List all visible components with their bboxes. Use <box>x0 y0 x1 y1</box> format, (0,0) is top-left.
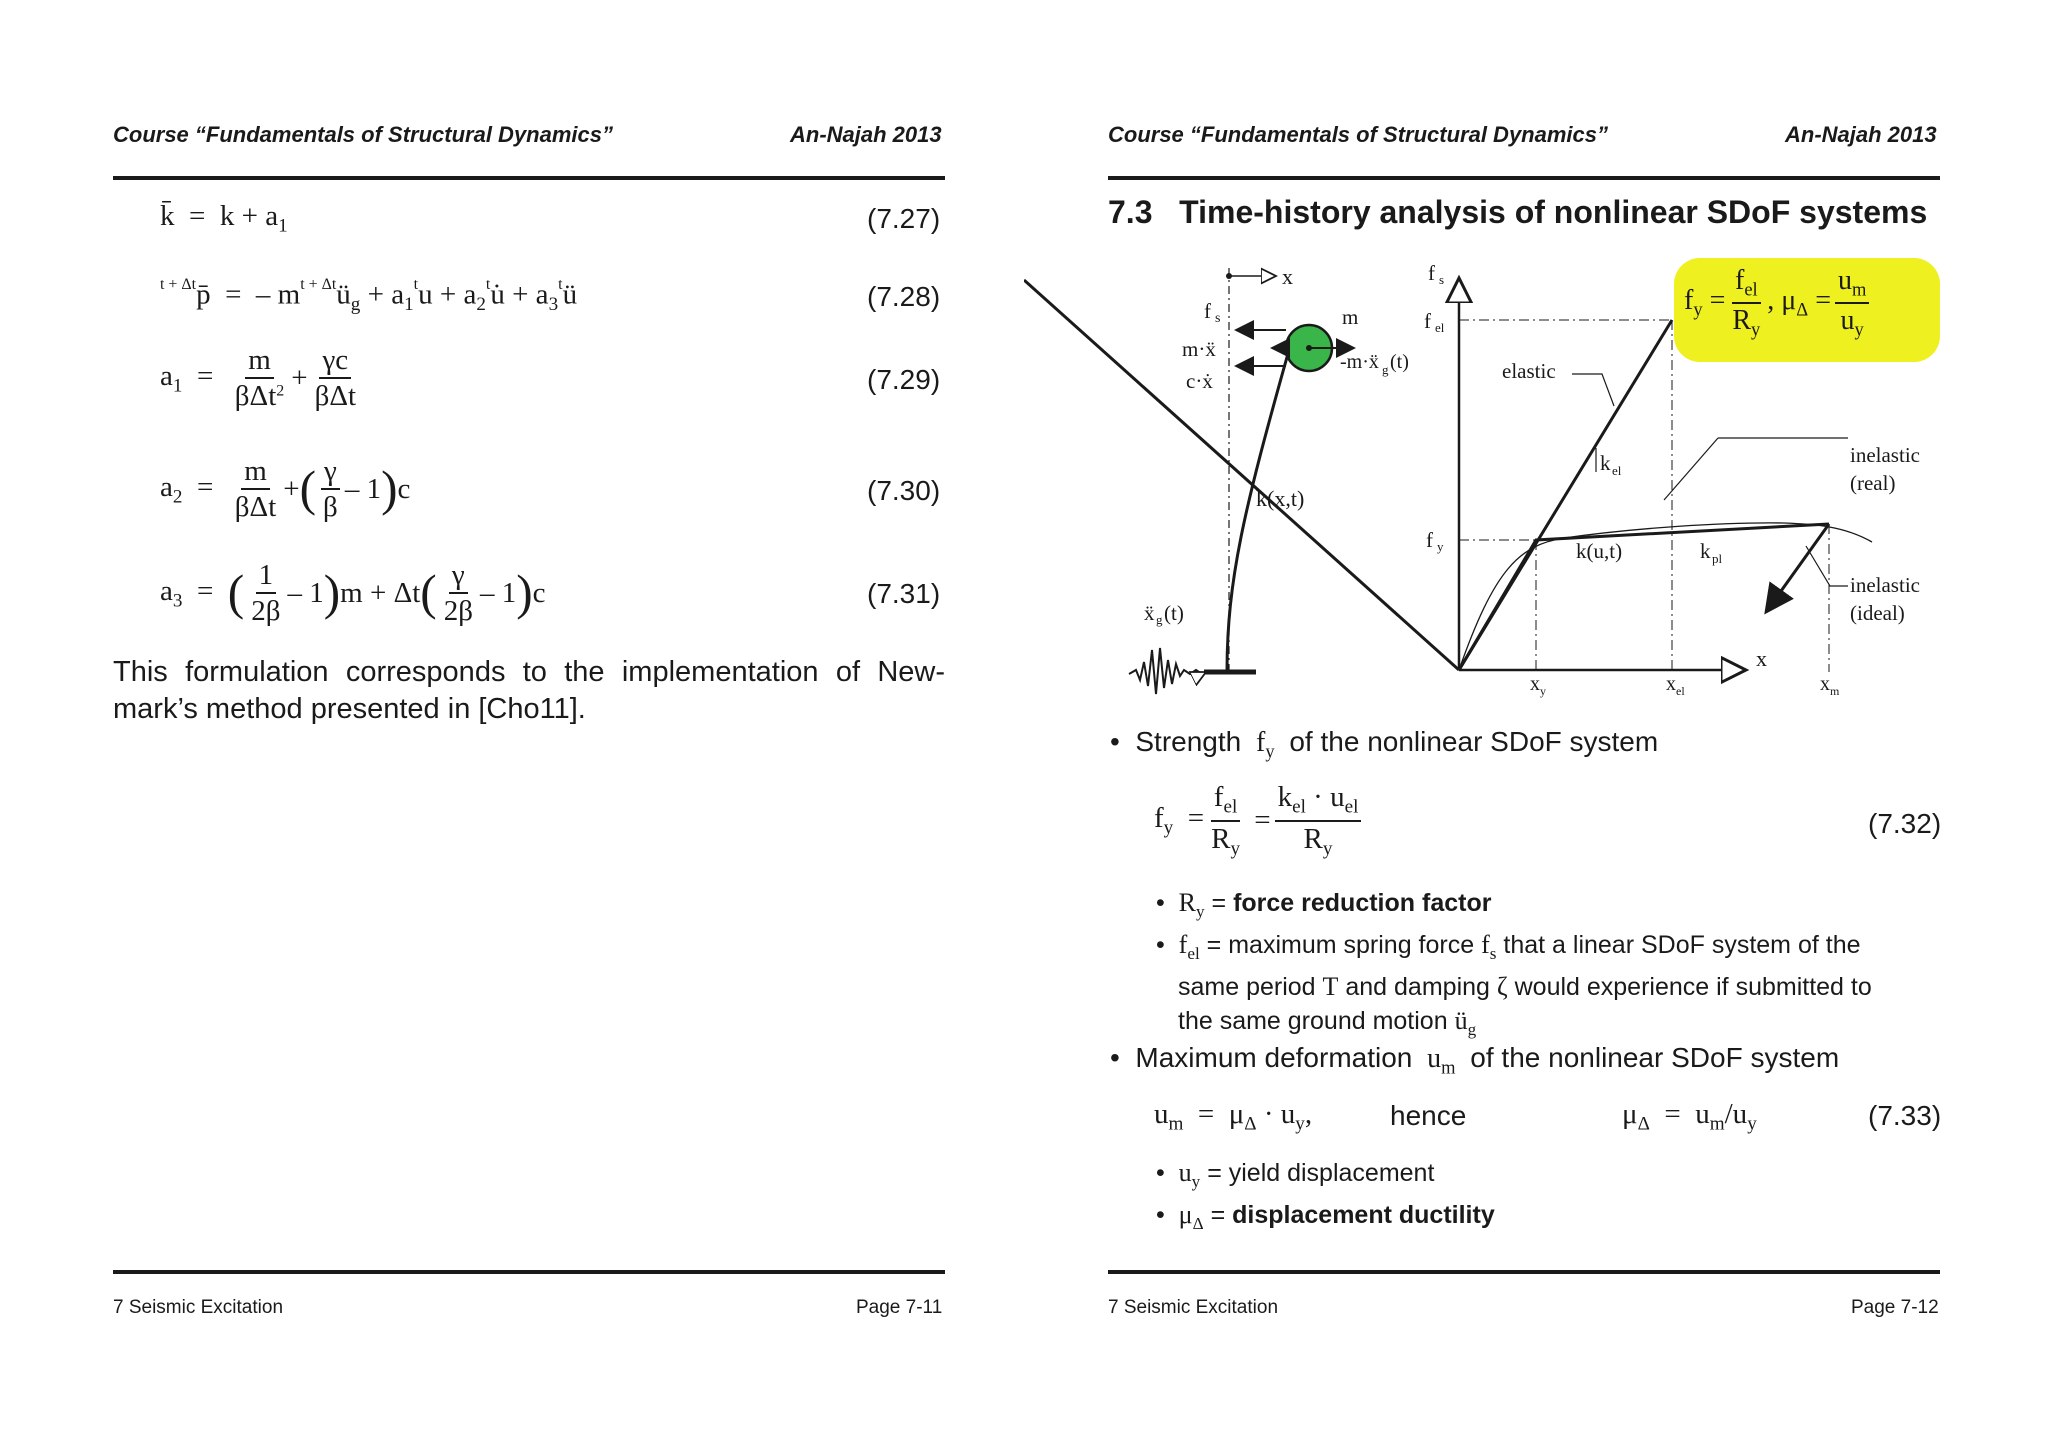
equation-7-28: $^{t + \Delta t}$p̄ = – $m^{t + \Delta t}ü_g + a_1^tu$ + $a_2^tu̇$ + $a_3^tü$ <box>160 276 578 316</box>
right-page <box>1024 0 2048 1448</box>
label-inelastic-real-2: (real) <box>1850 471 1896 495</box>
equation-7-27: k̄ = $k + a_1$ <box>160 200 288 237</box>
label-kut: k(u,t) <box>1576 539 1623 563</box>
svg-text:ẍ: ẍ <box>1144 601 1155 625</box>
footer-rule <box>113 1270 945 1274</box>
header-year: An-Najah 2013 <box>1785 122 1937 147</box>
svg-text:x: x <box>1282 264 1293 289</box>
equation-number: (7.27) <box>867 203 941 234</box>
footer-chapter: 7 Seismic Excitation <box>1108 1297 1279 1318</box>
equation-number: (7.28) <box>867 281 941 312</box>
equation-number: (7.32) <box>1868 808 1942 839</box>
bullet-mu: • $\mu_\Delta$ = displacement ductility <box>1156 1200 1495 1233</box>
label-m: m <box>1342 305 1359 329</box>
hence-word: hence <box>1390 1100 1467 1131</box>
svg-text:pl: pl <box>1712 551 1723 566</box>
bullet-strength: • Strength $f_y$ of the nonlinear SDoF system <box>1110 726 1659 762</box>
svg-text:el: el <box>1612 463 1622 478</box>
equation-number: (7.33) <box>1868 1100 1942 1131</box>
svg-text:el: el <box>1676 684 1685 698</box>
bullet-ry: • $R_y$ = force reduction factor <box>1156 888 1492 921</box>
ductility-formula: $\mu_\Delta = u_m/u_y$ <box>1622 1098 1757 1135</box>
svg-text:f: f <box>1424 309 1431 333</box>
svg-text:m·ẍ: m·ẍ <box>1182 337 1216 361</box>
svg-text:(t): (t) <box>1390 351 1409 373</box>
svg-text:f: f <box>1204 299 1211 323</box>
equation-number: (7.31) <box>867 578 941 609</box>
header-rule <box>1108 176 1940 180</box>
svg-text:x: x <box>1666 673 1676 695</box>
svg-text:-m·ẍ: -m·ẍ <box>1340 351 1379 373</box>
sdof-figure <box>1024 250 2048 720</box>
label-inelastic-real: inelastic <box>1850 443 1920 467</box>
equation-number: (7.29) <box>867 364 941 395</box>
svg-text:g: g <box>1382 362 1389 377</box>
svg-text:f: f <box>1426 528 1433 552</box>
equation-7-32: $f_y$ = $\frac{f_{el}}{R_y}$ = $\frac{k_{el} \cdot u_{el}}{R_y}$ <box>1154 782 1365 860</box>
svg-text:x: x <box>1756 646 1767 671</box>
svg-text:el: el <box>1435 320 1445 335</box>
header-rule <box>113 176 945 180</box>
header-course: Course “Fundamentals of Structural Dynamics” <box>113 122 613 147</box>
svg-text:f: f <box>1428 261 1435 285</box>
bullet-uy: • $u_y$ = yield displacement <box>1156 1158 1435 1191</box>
equation-7-31: $a_3$ = ( $\frac{1}{2\beta}$ – 1 ) m + Δt ( $\frac{\gamma}{2\beta}$ – 1 ) c <box>160 559 546 628</box>
bullet-fel: • $f_{el}$ = maximum spring force $f_s$ that a linear SDoF system of the same period T and damping ζ would experience if submitted to the same ground motion $ü_g$ <box>1156 930 1872 1039</box>
equation-7-33: $u_m = \mu_\Delta \cdot u_y$, <box>1154 1098 1313 1135</box>
footer-page: Page 7-12 <box>1851 1297 1939 1318</box>
svg-text:k: k <box>1600 451 1611 475</box>
svg-text:x: x <box>1530 673 1540 695</box>
svg-text:(t): (t) <box>1164 601 1184 625</box>
label-inelastic-ideal: inelastic <box>1850 573 1920 597</box>
svg-text:m: m <box>1830 684 1840 698</box>
svg-text:y: y <box>1437 539 1444 554</box>
svg-text:k: k <box>1700 539 1711 563</box>
label-elastic: elastic <box>1502 359 1556 383</box>
section-title: 7.3 Time-history analysis of nonlinear SDoF systems <box>1108 194 1928 230</box>
label-kxt: k(x,t) <box>1256 486 1305 511</box>
header-year: An-Najah 2013 <box>790 122 942 147</box>
label-inelastic-ideal-2: (ideal) <box>1850 601 1905 625</box>
footer-rule <box>1108 1270 1940 1274</box>
svg-text:x: x <box>1820 673 1830 695</box>
header-course: Course “Fundamentals of Structural Dynamics” <box>1108 122 1608 147</box>
paragraph: This formulation corresponds to the implementation of New-mark’s method presented in [Cho11]. <box>113 656 945 725</box>
equation-number: (7.30) <box>867 475 941 506</box>
svg-text:s: s <box>1215 311 1221 326</box>
highlight-formula: $f_y$ = $\frac{f_{el}}{R_y}$ , $\mu_\Delta$ = $\frac{u_m}{u_y}$ <box>1684 266 1873 340</box>
equation-7-29: $a_1$ = $\frac{m}{\beta\Delta t^2}$ + $\frac{\gamma c}{\text{βΔt}}$ <box>160 344 357 413</box>
force-displacement-plot <box>1024 261 1920 698</box>
svg-text:y: y <box>1540 684 1546 698</box>
svg-text:s: s <box>1439 272 1445 287</box>
footer-chapter: 7 Seismic Excitation <box>113 1297 284 1318</box>
footer-page: Page 7-11 <box>856 1297 943 1318</box>
oscillator-sketch <box>1129 264 1409 694</box>
svg-text:c·ẋ: c·ẋ <box>1186 369 1213 393</box>
equation-7-30: $a_2$ = $\frac{m}{\text{βΔt}}$ + ( $\frac{\gamma}{\beta}$ – 1 ) c <box>160 455 411 524</box>
bullet-deformation: • Maximum deformation $u_m$ of the nonlinear SDoF system <box>1110 1042 1840 1078</box>
svg-text:g: g <box>1156 612 1163 627</box>
